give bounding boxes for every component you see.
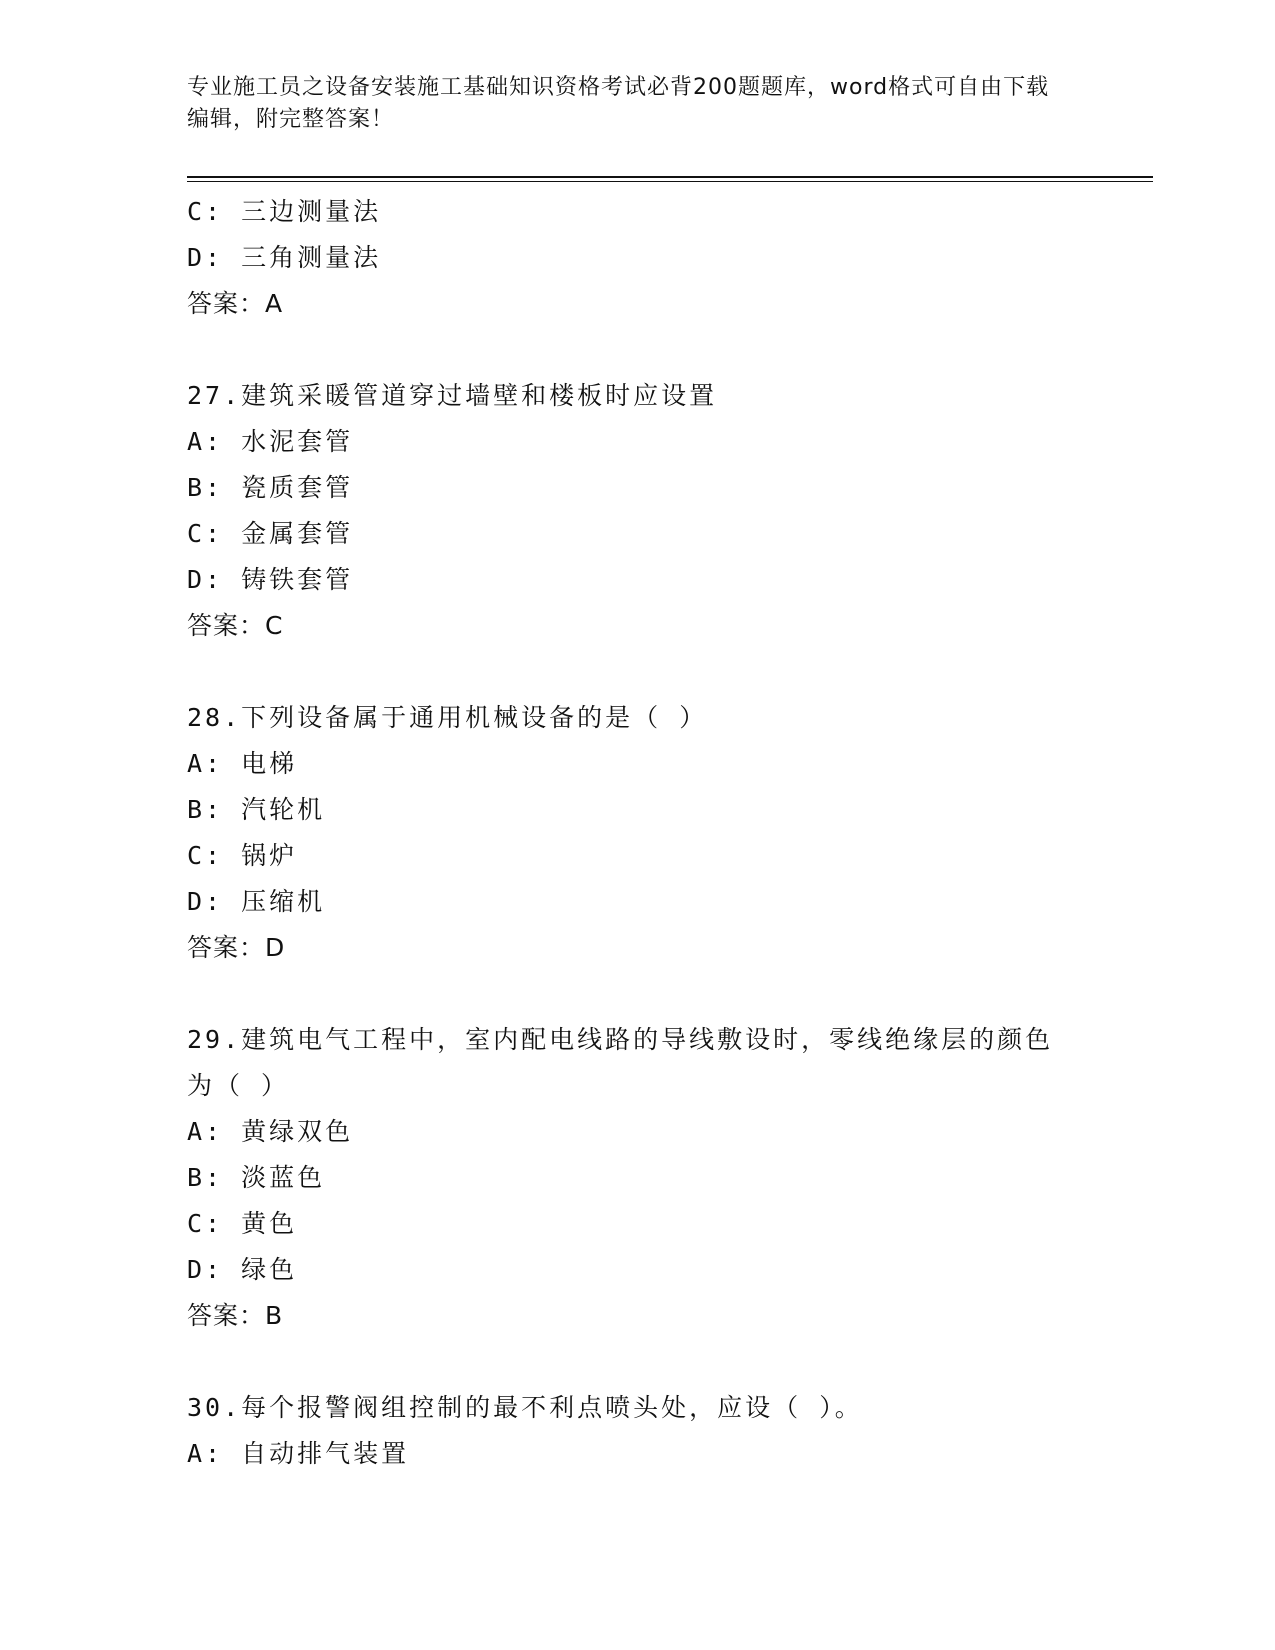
question-block-26-continued [187, 189, 1087, 327]
question-block-29 [187, 1017, 1087, 1339]
header-divider-thin [187, 181, 1153, 182]
option-c: C: 三边测量法 [187, 197, 382, 226]
option-c: C: 锅炉 [187, 841, 298, 870]
answer-line: 答案：B [187, 1301, 284, 1330]
question-text-line-2: 为（ ） [187, 1071, 290, 1100]
option-b: B: 瓷质套管 [187, 473, 354, 502]
option-c: C: 金属套管 [187, 519, 354, 548]
question-text: 28.下列设备属于通用机械设备的是（ ） [187, 703, 708, 732]
question-list [187, 189, 1087, 1477]
question-text: 27.建筑采暖管道穿过墙壁和楼板时应设置 [187, 381, 718, 410]
document-header: 专业施工员之设备安装施工基础知识资格考试必背200题题库，word格式可自由下载编辑，附完整答案！ [187, 75, 1050, 132]
option-a: A: 水泥套管 [187, 427, 354, 456]
question-block-30 [187, 1385, 1087, 1477]
option-b: B: 汽轮机 [187, 795, 326, 824]
option-d: D: 压缩机 [187, 887, 326, 916]
block-gap [187, 649, 1087, 695]
option-d: D: 铸铁套管 [187, 565, 354, 594]
answer-line: 答案：D [187, 933, 286, 962]
option-a: A: 黄绿双色 [187, 1117, 354, 1146]
answer-line: 答案：C [187, 611, 284, 640]
block-gap [187, 327, 1087, 373]
option-c: C: 黄色 [187, 1209, 298, 1238]
question-block-28 [187, 695, 1087, 971]
question-block-27 [187, 373, 1087, 649]
option-a: A: 电梯 [187, 749, 298, 778]
header-divider [187, 176, 1153, 178]
question-text: 30.每个报警阀组控制的最不利点喷头处，应设（ ）。 [187, 1393, 863, 1422]
answer-line: 答案：A [187, 289, 284, 318]
option-d: D: 三角测量法 [187, 243, 382, 272]
option-b: B: 淡蓝色 [187, 1163, 326, 1192]
block-gap [187, 1339, 1087, 1385]
option-a: A: 自动排气装置 [187, 1439, 410, 1468]
question-text-line-1: 29.建筑电气工程中，室内配电线路的导线敷设时，零线绝缘层的颜色 [187, 1025, 1054, 1054]
block-gap [187, 971, 1087, 1017]
option-d: D: 绿色 [187, 1255, 298, 1284]
